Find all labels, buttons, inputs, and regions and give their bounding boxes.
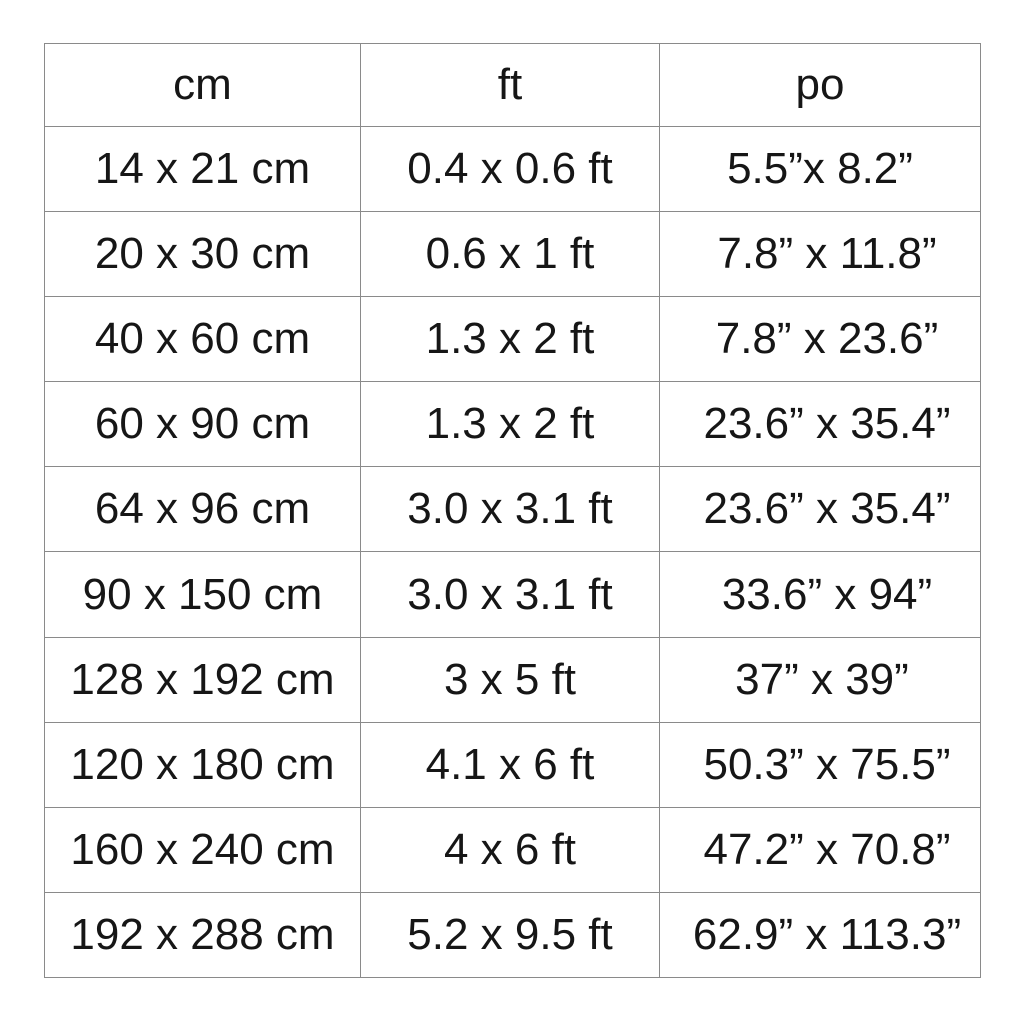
cell-po: 47.2” x 70.8” [660,807,981,892]
table-row [45,127,981,212]
table-row [45,552,981,637]
cell-ft: 1.3 x 2 ft [361,297,660,382]
cell-po: 7.8” x 23.6” [660,297,981,382]
cell-po: 23.6” x 35.4” [660,382,981,467]
cell-ft: 3.0 x 3.1 ft [361,467,660,552]
table-row [45,722,981,807]
column-header-ft: ft [361,44,660,127]
cell-cm: 192 x 288 cm [45,892,361,977]
size-conversion-table [44,43,981,978]
cell-ft: 3 x 5 ft [361,637,660,722]
table-row [45,467,981,552]
table-row [45,297,981,382]
cell-cm: 60 x 90 cm [45,382,361,467]
cell-po: 23.6” x 35.4” [660,467,981,552]
table-row [45,892,981,977]
cell-ft: 1.3 x 2 ft [361,382,660,467]
cell-po: 37” x 39” [660,637,981,722]
table-row [45,637,981,722]
cell-cm: 90 x 150 cm [45,552,361,637]
cell-cm: 120 x 180 cm [45,722,361,807]
cell-po: 5.5”x 8.2” [660,127,981,212]
table-body [45,127,981,978]
cell-cm: 20 x 30 cm [45,212,361,297]
cell-cm: 160 x 240 cm [45,807,361,892]
table-row [45,212,981,297]
cell-po: 50.3” x 75.5” [660,722,981,807]
column-header-cm: cm [45,44,361,127]
column-header-po: po [660,44,981,127]
table-row [45,807,981,892]
cell-po: 33.6” x 94” [660,552,981,637]
cell-ft: 0.4 x 0.6 ft [361,127,660,212]
cell-cm: 128 x 192 cm [45,637,361,722]
table-row [45,382,981,467]
cell-ft: 3.0 x 3.1 ft [361,552,660,637]
cell-cm: 40 x 60 cm [45,297,361,382]
cell-ft: 5.2 x 9.5 ft [361,892,660,977]
cell-cm: 14 x 21 cm [45,127,361,212]
cell-po: 7.8” x 11.8” [660,212,981,297]
cell-ft: 0.6 x 1 ft [361,212,660,297]
cell-ft: 4 x 6 ft [361,807,660,892]
cell-po: 62.9” x 113.3” [660,892,981,977]
cell-cm: 64 x 96 cm [45,467,361,552]
table-header [45,44,981,127]
cell-ft: 4.1 x 6 ft [361,722,660,807]
header-row [45,44,981,127]
